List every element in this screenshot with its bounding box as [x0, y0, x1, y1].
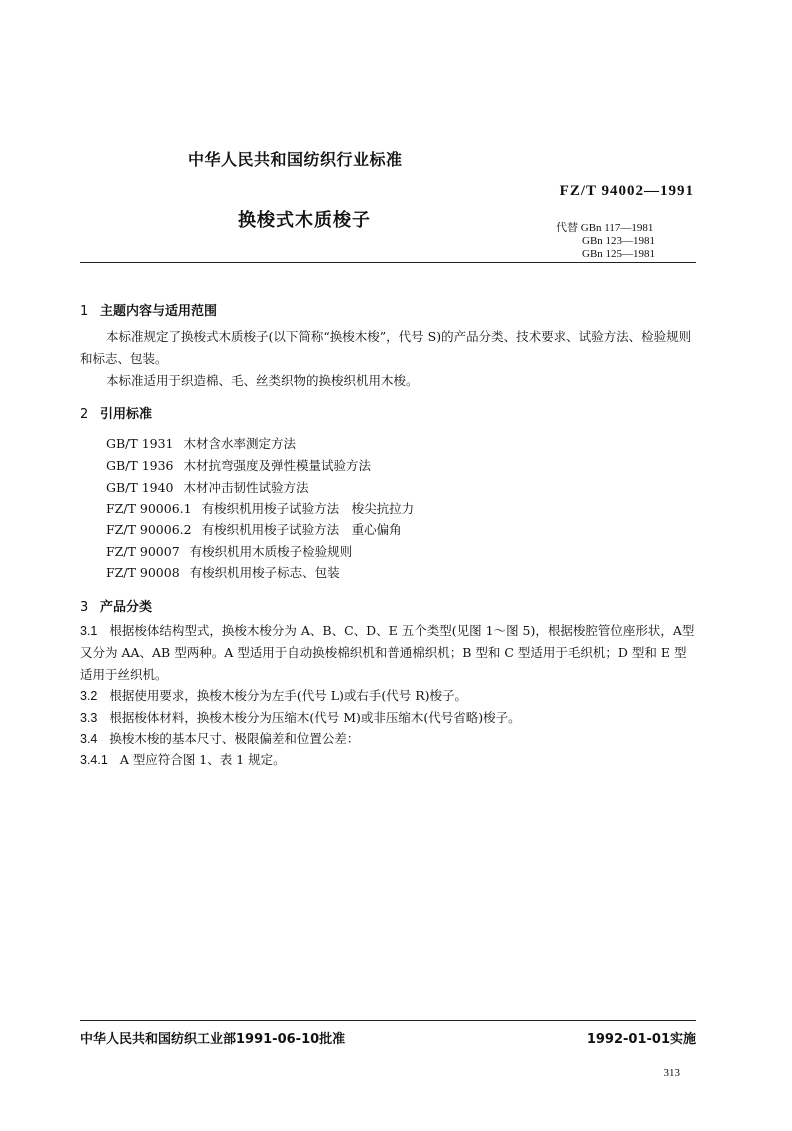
- replaces-block: [556, 222, 655, 261]
- section-number: 1: [80, 304, 89, 319]
- section-title: 产品分类: [100, 600, 153, 615]
- clause-3-4: [80, 729, 359, 747]
- replaces-label: 代替: [556, 222, 578, 234]
- reference-title: 有梭织机用木质梭子检验规则: [189, 544, 353, 559]
- reference-item: [106, 456, 371, 474]
- clause-3-3: [80, 708, 521, 726]
- section-number: 2: [80, 407, 89, 422]
- reference-code: GB/T 1940: [106, 480, 174, 495]
- clause-text: A 型应符合图 1、表 1 规定。: [119, 752, 286, 767]
- clause-number: 3.3: [80, 711, 98, 725]
- clause-number: 3.4.1: [80, 753, 108, 767]
- clause-3-4-1: [80, 750, 286, 768]
- document-title: 换梭式木质梭子: [238, 210, 371, 231]
- replaced-standard: GBn 117—1981: [580, 222, 654, 234]
- section-number: 3: [80, 600, 89, 615]
- approval-statement: 中华人民共和国纺织工业部1991-06-10批准: [80, 1032, 346, 1047]
- clause-3-1: [80, 620, 696, 686]
- page-number: 313: [663, 1067, 680, 1079]
- reference-title: 木材冲击韧性试验方法: [183, 480, 309, 495]
- reference-code: FZ/T 90007: [106, 544, 180, 559]
- reference-title: 有梭织机用梭子标志、包装: [189, 565, 340, 580]
- reference-item: [106, 542, 352, 560]
- paragraph-text: 本标准适用于织造棉、毛、丝类织物的换梭织机用木梭。: [106, 373, 419, 388]
- section-title: 引用标准: [100, 407, 153, 422]
- clause-text: 换梭木梭的基本尺寸、极限偏差和位置公差：: [109, 731, 360, 746]
- header-divider: [80, 262, 696, 263]
- reference-title: 木材含水率测定方法: [183, 436, 297, 451]
- paragraph-text: 本标准规定了换梭式木质梭子(以下简称“换梭木梭”，代号 S)的产品分类、技术要求、试验方法、检验规则和标志、包装。: [80, 329, 692, 366]
- section-1-paragraph-1: [80, 326, 696, 370]
- clause-number: 3.4: [80, 732, 98, 746]
- reference-item: [106, 478, 309, 496]
- section-title: 主题内容与适用范围: [100, 304, 218, 319]
- reference-code: GB/T 1936: [106, 458, 174, 473]
- clause-text: 根据使用要求，换梭木梭分为左手(代号 L)或右手(代号 R)梭子。: [109, 688, 468, 703]
- standard-number: FZ/T 94002—1991: [559, 183, 694, 199]
- issuing-organization: 中华人民共和国纺织行业标准: [188, 150, 403, 169]
- reference-title: 木材抗弯强度及弹性模量试验方法: [183, 458, 372, 473]
- replaced-standard: GBn 123—1981: [582, 235, 656, 247]
- reference-item: [106, 563, 340, 581]
- reference-title: 有梭织机用梭子试验方法 梭尖抗拉力: [201, 501, 415, 516]
- reference-title: 有梭织机用梭子试验方法 重心偏角: [201, 522, 402, 537]
- reference-item: [106, 434, 296, 452]
- clause-text: 根据梭体材料，换梭木梭分为压缩木(代号 M)或非压缩木(代号省略)梭子。: [109, 710, 521, 725]
- replaced-standard: GBn 125—1981: [582, 248, 656, 260]
- reference-item: [106, 499, 414, 517]
- replaces-line: [556, 222, 655, 235]
- reference-code: FZ/T 90008: [106, 565, 180, 580]
- clause-text: 根据梭体结构型式，换梭木梭分为 A、B、C、D、E 五个类型(见图 1～图 5)，根据梭腔管位座形状，A型又分为 AA、AB 型两种。A 型适用于自动换梭棉织机和普通棉织机；B 型和 C 型适用于毛织机；D 型和 E 型适用于丝织机。: [80, 623, 695, 682]
- section-2-heading: [80, 403, 152, 422]
- reference-code: FZ/T 90006.2: [106, 522, 192, 537]
- clause-3-2: [80, 686, 467, 704]
- reference-code: GB/T 1931: [106, 436, 174, 451]
- clause-number: 3.2: [80, 689, 98, 703]
- effective-date: 1992-01-01实施: [586, 1032, 696, 1047]
- section-1-heading: [80, 300, 217, 319]
- reference-item: [106, 520, 402, 538]
- section-3-heading: [80, 596, 152, 615]
- section-1-paragraph-2: [80, 370, 696, 392]
- footer-divider: [80, 1020, 696, 1021]
- clause-number: 3.1: [80, 624, 98, 638]
- reference-code: FZ/T 90006.1: [106, 501, 192, 516]
